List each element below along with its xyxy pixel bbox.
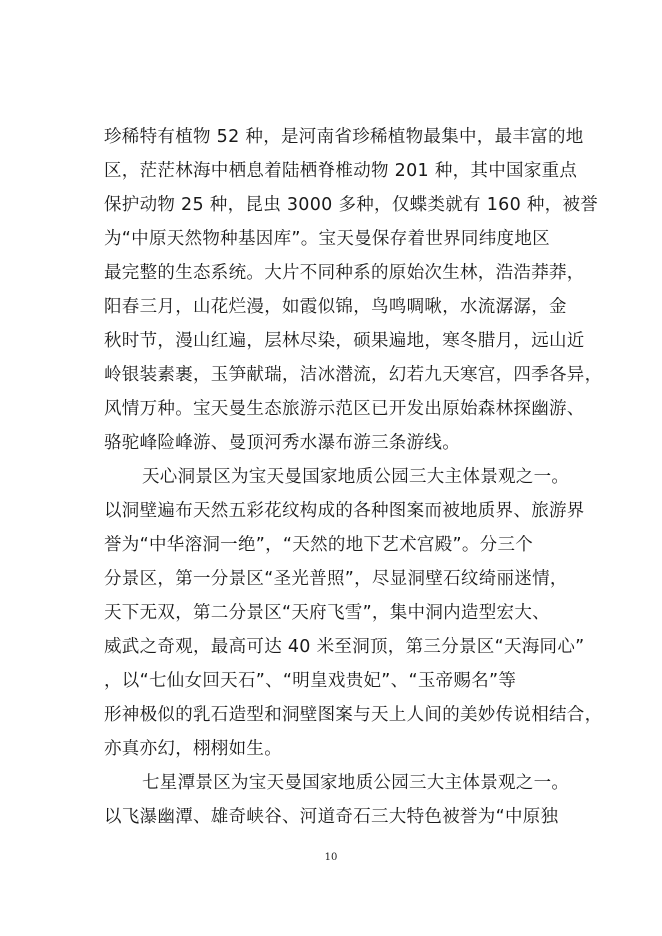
text-line: 天下无双，第二分景区“天府飞雪”，集中洞内造型宏大、 bbox=[104, 603, 550, 623]
text-line: 以洞壁遍布天然五彩花纹构成的各种图案而被地质界、旅游界 bbox=[104, 501, 585, 521]
text-line: 秋时节，漫山红遍，层林尽染，硕果遍地，寒冬腊月，远山近 bbox=[104, 331, 585, 351]
text-line: 形神极似的乳石造型和洞壁图案与天上人间的美妙传说相结合， bbox=[104, 705, 603, 725]
paragraph-start-line: 天心洞景区为宝天曼国家地质公园三大主体景观之一。 bbox=[142, 467, 570, 487]
text-line: 以飞瀑幽潭、雄奇峡谷、河道奇石三大特色被誉为“中原独 bbox=[104, 807, 559, 827]
body-text bbox=[104, 120, 603, 834]
text-line: 岭银装素裹，玉笋献瑞，洁冰潜流，幻若九天寒宫，四季各异， bbox=[104, 365, 603, 385]
text-line: 威武之奇观，最高可达 40 米至洞顶，第三分景区“天海同心” bbox=[104, 637, 585, 657]
text-line: 阳春三月，山花烂漫，如霞似锦，鸟鸣啁啾，水流潺潺，金 bbox=[104, 297, 567, 317]
text-line: 区，茫茫林海中栖息着陆栖脊椎动物 201 种，其中国家重点 bbox=[104, 161, 578, 181]
text-line: 保护动物 25 种，昆虫 3000 多种，仅蝶类就有 160 种，被誉 bbox=[104, 195, 599, 215]
text-line: 誉为“中华溶洞一绝”，“天然的地下艺术宫殿”。分三个 bbox=[104, 535, 534, 555]
text-line: 亦真亦幻，栩栩如生。 bbox=[104, 739, 282, 759]
text-line: 珍稀特有植物 52 种，是河南省珍稀植物最集中，最丰富的地 bbox=[104, 127, 584, 147]
text-line: 风情万种。宝天曼生态旅游示范区已开发出原始森林探幽游、 bbox=[104, 399, 585, 419]
text-line: ，以“七仙女回天石”、“明皇戏贵妃”、“玉帝赐名”等 bbox=[104, 671, 517, 691]
text-line: 为“中原天然物种基因库”。宝天曼保存着世界同纬度地区 bbox=[104, 229, 550, 249]
paragraph-start-line: 七星潭景区为宝天曼国家地质公园三大主体景观之一。 bbox=[142, 773, 570, 793]
page-number: 10 bbox=[324, 852, 338, 863]
text-line: 骆驼峰险峰游、曼顶河秀水瀑布游三条游线。 bbox=[104, 433, 460, 453]
text-line: 分景区，第一分景区“圣光普照”，尽显洞壁石纹绮丽迷情， bbox=[104, 569, 568, 589]
text-line: 最完整的生态系统。大片不同种系的原始次生林，浩浩莽莽， bbox=[104, 263, 585, 283]
